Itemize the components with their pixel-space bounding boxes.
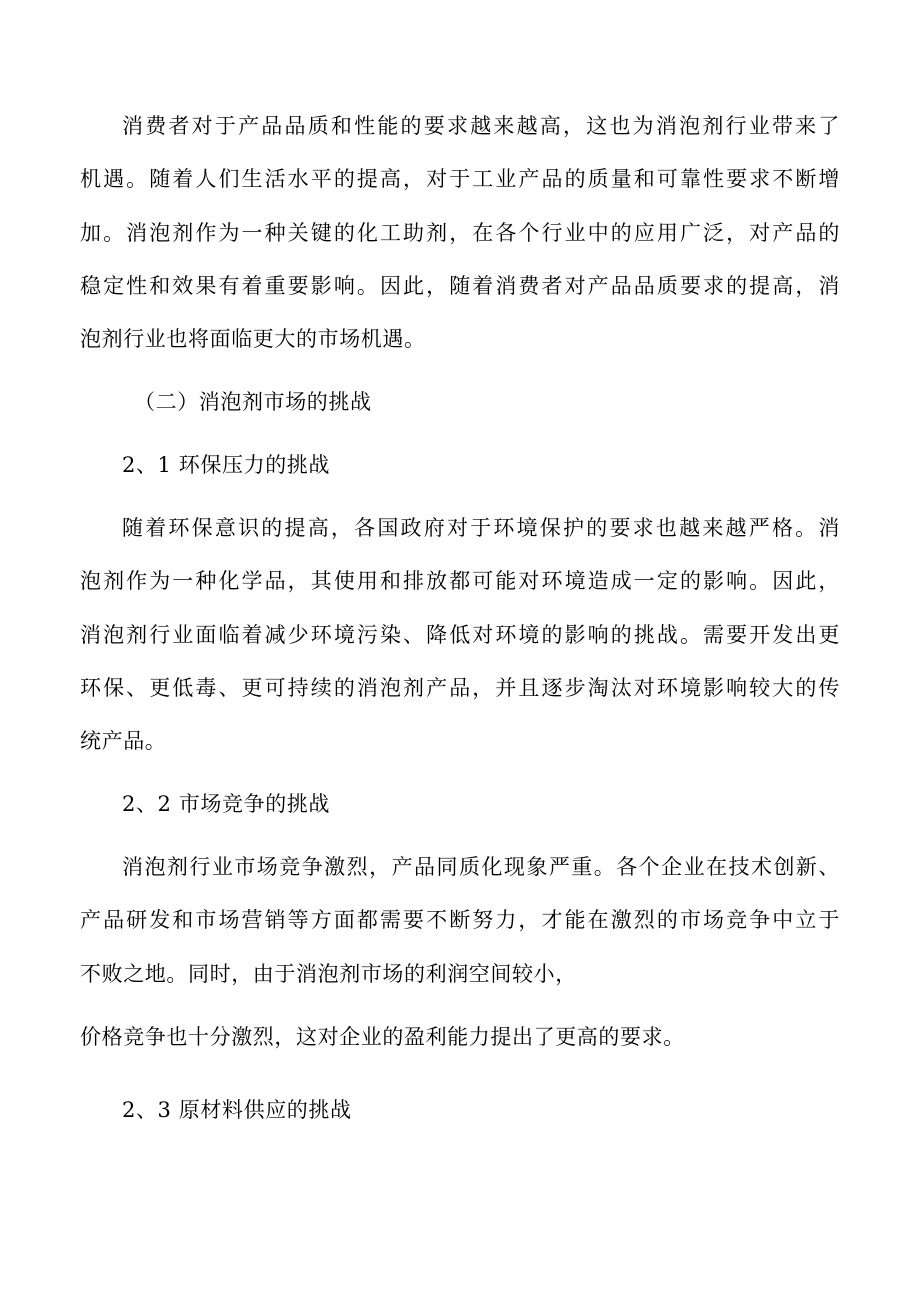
subsection-heading: 2、1 环保压力的挑战 (122, 453, 330, 477)
paragraph-line: 随着环保意识的提高，各国政府对于环境保护的要求也越来越严格。消 (122, 516, 840, 540)
paragraph-line: 消泡剂行业市场竞争激烈，产品同质化现象严重。各个企业在技术创新、 (122, 855, 840, 879)
paragraph-line: 产品研发和市场营销等方面都需要不断努力，才能在激烈的市场竞争中立于 (80, 908, 840, 932)
paragraph-line: 环保、更低毒、更可持续的消泡剂产品，并且逐步淘汰对环境影响较大的传 (80, 676, 840, 700)
paragraph-line: 统产品。 (80, 729, 167, 753)
section-heading: （二）消泡剂市场的挑战 (134, 390, 372, 414)
paragraph-line: 稳定性和效果有着重要影响。因此，随着消费者对产品品质要求的提高，消 (80, 274, 840, 298)
paragraph-line: 价格竞争也十分激烈，这对企业的盈利能力提出了更高的要求。 (80, 1025, 685, 1049)
paragraph-line: 泡剂行业也将面临更大的市场机遇。 (80, 327, 426, 351)
paragraph-line: 加。消泡剂作为一种关键的化工助剂，在各个行业中的应用广泛，对产品的 (80, 221, 840, 245)
paragraph-line: 消费者对于产品品质和性能的要求越来越高，这也为消泡剂行业带来了 (122, 114, 840, 138)
paragraph-line: 机遇。随着人们生活水平的提高，对于工业产品的质量和可靠性要求不断增 (80, 167, 840, 191)
subsection-heading: 2、3 原材料供应的挑战 (122, 1098, 352, 1122)
subsection-heading: 2、2 市场竞争的挑战 (122, 792, 330, 816)
paragraph-line: 消泡剂行业面临着减少环境污染、降低对环境的影响的挑战。需要开发出更 (80, 623, 840, 647)
paragraph-line: 泡剂作为一种化学品，其使用和排放都可能对环境造成一定的影响。因此， (80, 569, 840, 593)
paragraph-line: 不败之地。同时，由于消泡剂市场的利润空间较小， (80, 962, 577, 986)
